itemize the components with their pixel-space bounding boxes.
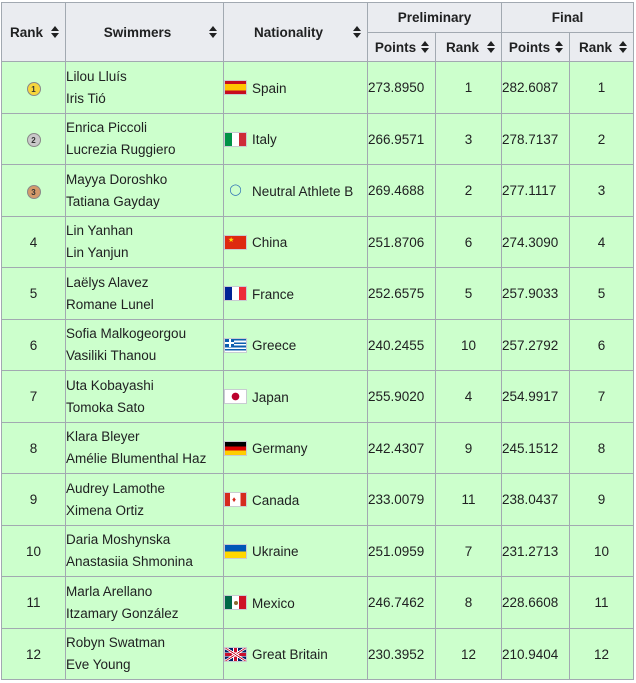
results-table: [1, 2, 634, 680]
final-points-cell: 282.6087: [502, 62, 570, 114]
rank-cell: [2, 165, 66, 217]
sort-icon[interactable]: [51, 26, 59, 38]
nationality-link[interactable]: Italy: [252, 131, 277, 147]
flag-france-icon: [224, 286, 247, 301]
rank-cell: [2, 629, 66, 680]
final-points-cell: 274.3090: [502, 217, 570, 268]
flag-china-icon: ★: [224, 235, 247, 250]
swimmer-name-link[interactable]: Klara Bleyer: [66, 429, 140, 444]
rank-value: 4: [29, 234, 38, 250]
nationality-link[interactable]: Neutral Athlete B: [252, 183, 354, 199]
swimmer-name-link[interactable]: Lin Yanhan: [66, 223, 134, 238]
rank-value: 6: [29, 337, 38, 353]
swimmer-name-link[interactable]: Lucrezia Ruggiero: [66, 142, 176, 157]
rank-cell: [2, 577, 66, 629]
rank-value: 11: [26, 595, 41, 610]
flag-great-britain-icon: [224, 647, 247, 662]
swimmer-name-link[interactable]: Ximena Ortiz: [66, 502, 145, 518]
table-row: [2, 577, 634, 629]
prelim-points-cell: 273.8950: [368, 62, 436, 114]
nationality-cell: [224, 320, 368, 371]
swimmers-cell: [66, 474, 224, 526]
prelim-points-cell: 269.4688: [368, 165, 436, 217]
flag-greece-icon: [224, 338, 247, 353]
final-points-cell: 210.9404: [502, 629, 570, 680]
swimmer-name-link[interactable]: Vasiliki Thanou: [66, 348, 157, 363]
swimmers-cell: [66, 526, 224, 577]
prelim-points-cell: 240.2455: [368, 320, 436, 371]
table-row: [2, 526, 634, 577]
table-row: [2, 217, 634, 268]
final-points-header[interactable]: Points: [502, 33, 570, 62]
swimmer-name-link[interactable]: Tatiana Gayday: [66, 193, 160, 209]
prelim-points-cell: 251.0959: [368, 526, 436, 577]
nationality-cell: [224, 423, 368, 474]
nationality-link[interactable]: Great Britain: [252, 646, 328, 662]
table-row: [2, 423, 634, 474]
rank-value: 9: [29, 492, 38, 507]
nationality-link[interactable]: Germany: [252, 440, 308, 456]
nationality-cell: [224, 165, 368, 217]
swimmers-cell: [66, 165, 224, 217]
swimmer-name-link[interactable]: Laëlys Alavez: [66, 274, 149, 290]
final-rank-cell: 9: [570, 474, 634, 526]
prelim-rank-cell: 9: [436, 423, 502, 474]
flag-ukraine-icon: [224, 544, 247, 559]
swimmers-cell: [66, 371, 224, 423]
swimmer-name-link[interactable]: Lilou Lluís: [66, 68, 127, 84]
rank-cell: [2, 268, 66, 320]
rank-cell: [2, 217, 66, 268]
nationality-cell: [224, 371, 368, 423]
final-points-cell: 277.1117: [502, 165, 570, 217]
table-row: [2, 629, 634, 680]
swimmer-name-link[interactable]: Tomoka Sato: [66, 399, 145, 415]
neutral-athlete-icon: ◯: [229, 184, 242, 197]
final-points-cell: 257.9033: [502, 268, 570, 320]
nationality-cell: [224, 577, 368, 629]
table-row: [2, 62, 634, 114]
prelim-rank-cell: 7: [436, 526, 502, 577]
swimmer-name-link[interactable]: Itzamary González: [66, 605, 179, 621]
final-rank-cell: 5: [570, 268, 634, 320]
swimmers-cell: [66, 423, 224, 474]
swimmer-name-link[interactable]: Robyn Swatman: [66, 635, 166, 650]
rank-value: 7: [29, 389, 38, 404]
rank-cell: [2, 474, 66, 526]
rank-cell: [2, 62, 66, 114]
nationality-cell: [224, 268, 368, 320]
prelim-points-cell: 255.9020: [368, 371, 436, 423]
final-rank-cell: 10: [570, 526, 634, 577]
final-header: Final: [502, 3, 634, 33]
preliminary-header: Preliminary: [368, 3, 502, 33]
swimmer-name-link[interactable]: Sofia Malkogeorgou: [66, 326, 187, 341]
swimmer-name-link[interactable]: Mayya Doroshko: [66, 171, 168, 187]
swimmers-cell: [66, 268, 224, 320]
prelim-rank-cell: 4: [436, 371, 502, 423]
prelim-rank-cell: 6: [436, 217, 502, 268]
flag-canada-icon: ♦: [224, 492, 247, 507]
prelim-rank-cell: 12: [436, 629, 502, 680]
prelim-rank-cell: 2: [436, 165, 502, 217]
nationality-link[interactable]: France: [252, 286, 295, 302]
prelim-points-cell: 252.6575: [368, 268, 436, 320]
flag-italy-icon: [224, 132, 247, 147]
nationality-header[interactable]: Nationality: [224, 3, 368, 62]
prelim-rank-cell: 3: [436, 114, 502, 165]
rank-value: 5: [29, 286, 38, 301]
swimmer-name-link[interactable]: Amélie Blumenthal Haz: [66, 451, 207, 466]
prelim-points-cell: 246.7462: [368, 577, 436, 629]
swimmer-name-link[interactable]: Iris Tió: [66, 90, 106, 106]
rank-cell: [2, 371, 66, 423]
table-row: [2, 165, 634, 217]
nationality-cell: [224, 474, 368, 526]
swimmer-name-link[interactable]: Enrica Piccoli: [66, 120, 148, 135]
rank-cell: [2, 114, 66, 165]
bronze-medal-icon: 3: [27, 185, 41, 199]
nationality-cell: [224, 629, 368, 680]
flag-germany-icon: [224, 441, 247, 456]
rank-value: 12: [25, 646, 42, 662]
final-points-cell: 238.0437: [502, 474, 570, 526]
sort-icon[interactable]: [487, 41, 495, 53]
swimmer-name-link[interactable]: Anastasiia Shmonina: [66, 554, 193, 569]
nationality-link[interactable]: Japan: [252, 389, 289, 405]
sort-icon[interactable]: [209, 26, 217, 38]
prelim-rank-cell: 1: [436, 62, 502, 114]
nationality-link[interactable]: Ukraine: [252, 543, 299, 559]
sort-icon[interactable]: [353, 26, 361, 38]
final-rank-cell: 4: [570, 217, 634, 268]
final-points-cell: 245.1512: [502, 423, 570, 474]
swimmer-name-link[interactable]: Eve Young: [66, 657, 131, 672]
swimmers-cell: [66, 62, 224, 114]
swimmer-name-link[interactable]: Romane Lunel: [66, 296, 154, 312]
sort-icon[interactable]: [555, 41, 563, 53]
final-points-cell: 254.9917: [502, 371, 570, 423]
swimmers-cell: [66, 577, 224, 629]
prelim-points-cell: 230.3952: [368, 629, 436, 680]
nationality-cell: [224, 62, 368, 114]
table-row: [2, 268, 634, 320]
final-points-cell: 231.2713: [502, 526, 570, 577]
nationality-link[interactable]: Mexico: [252, 595, 295, 611]
swimmer-name-link[interactable]: Marla Arellano: [66, 583, 153, 599]
swimmers-cell: [66, 320, 224, 371]
swimmer-name-link[interactable]: Lin Yanjun: [66, 245, 129, 260]
sort-icon[interactable]: [619, 41, 627, 53]
prelim-points-cell: 242.4307: [368, 423, 436, 474]
flag-japan-icon: [224, 389, 247, 404]
nationality-link[interactable]: China: [252, 234, 288, 250]
swimmers-header[interactable]: Swimmers: [66, 3, 224, 62]
swimmer-name-link[interactable]: Daria Moshynska: [66, 532, 171, 547]
prelim-rank-cell: 11: [436, 474, 502, 526]
silver-medal-icon: 2: [27, 133, 41, 147]
prelim-points-cell: 251.8706: [368, 217, 436, 268]
table-row: [2, 474, 634, 526]
prelim-rank-cell: 8: [436, 577, 502, 629]
rank-header[interactable]: Rank: [2, 3, 66, 62]
nationality-link[interactable]: Greece: [252, 337, 297, 353]
table-row: [2, 114, 634, 165]
gold-medal-icon: 1: [27, 82, 41, 96]
rank-cell: [2, 320, 66, 371]
nationality-link[interactable]: Canada: [252, 492, 300, 508]
nationality-link[interactable]: Spain: [252, 80, 287, 96]
rank-value: 10: [25, 543, 42, 559]
swimmers-cell: [66, 217, 224, 268]
nationality-cell: [224, 526, 368, 577]
swimmers-cell: [66, 629, 224, 680]
final-rank-cell: 3: [570, 165, 634, 217]
prelim-rank-cell: 5: [436, 268, 502, 320]
final-rank-cell: 7: [570, 371, 634, 423]
swimmer-name-link[interactable]: Uta Kobayashi: [66, 377, 154, 393]
final-rank-cell: 1: [570, 62, 634, 114]
nationality-cell: [224, 114, 368, 165]
rank-cell: [2, 526, 66, 577]
flag-mexico-icon: [224, 595, 247, 610]
prelim-points-header[interactable]: Points: [368, 33, 436, 62]
swimmer-name-link[interactable]: Audrey Lamothe: [66, 480, 166, 496]
final-points-cell: 228.6608: [502, 577, 570, 629]
sort-icon[interactable]: [421, 41, 429, 53]
table-row: [2, 371, 634, 423]
final-rank-cell: 8: [570, 423, 634, 474]
final-rank-header[interactable]: Rank: [570, 33, 634, 62]
final-rank-cell: 12: [570, 629, 634, 680]
swimmers-cell: [66, 114, 224, 165]
flag-spain-icon: [224, 80, 247, 95]
prelim-rank-cell: 10: [436, 320, 502, 371]
rank-value: 8: [29, 440, 38, 456]
prelim-rank-header[interactable]: Rank: [436, 33, 502, 62]
rank-cell: [2, 423, 66, 474]
final-rank-cell: 2: [570, 114, 634, 165]
prelim-points-cell: 233.0079: [368, 474, 436, 526]
prelim-points-cell: 266.9571: [368, 114, 436, 165]
final-points-cell: 257.2792: [502, 320, 570, 371]
nationality-cell: [224, 217, 368, 268]
final-rank-cell: 11: [570, 577, 634, 629]
table-row: [2, 320, 634, 371]
final-rank-cell: 6: [570, 320, 634, 371]
final-points-cell: 278.7137: [502, 114, 570, 165]
